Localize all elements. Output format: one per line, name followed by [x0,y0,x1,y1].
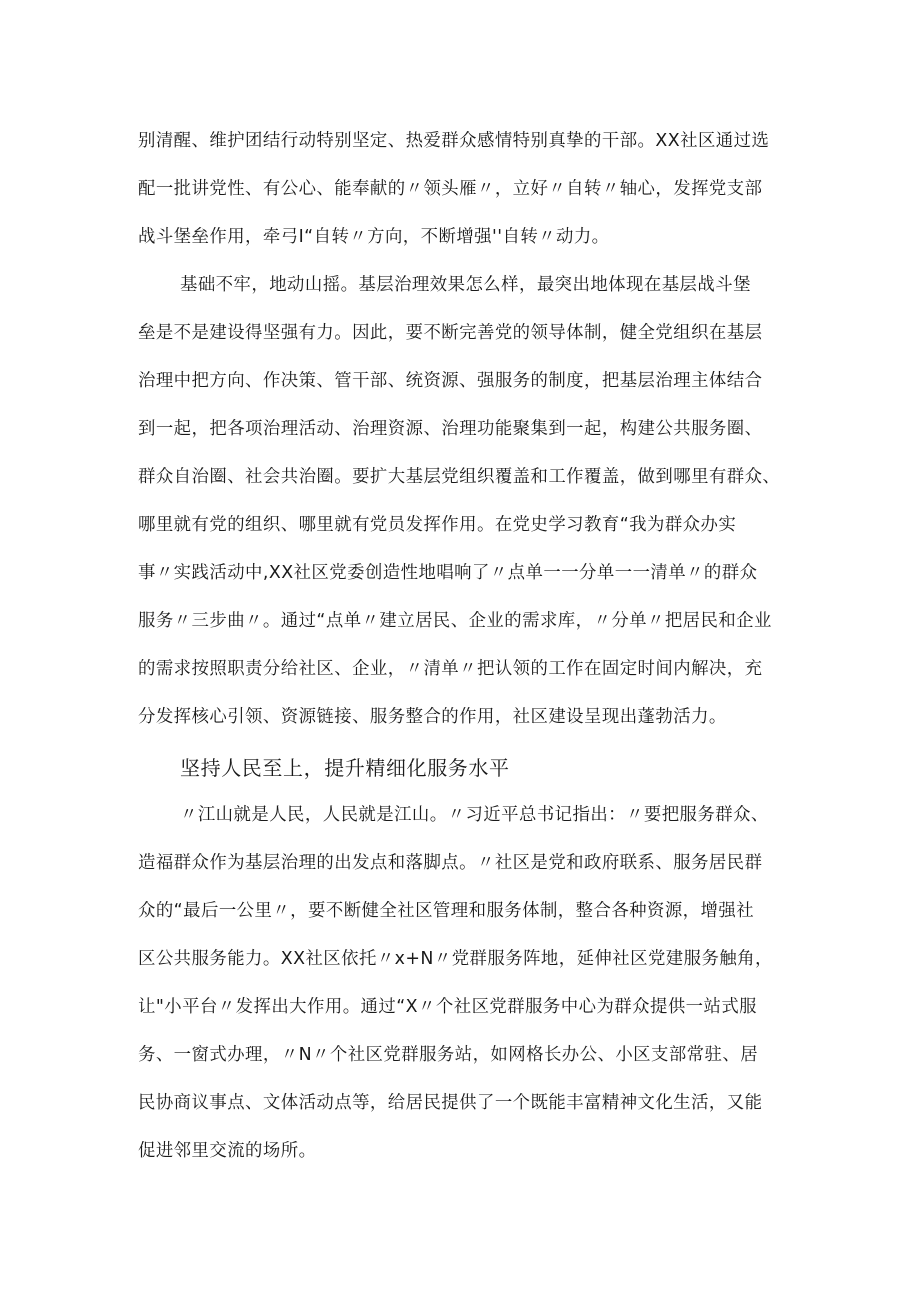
text-line: 区公共服务能力。XX社区依托〃x+N〃党群服务阵地，延伸社区党建服务触角， [138,949,773,969]
text-line: 哪里就有党的组织、哪里就有党员发挥作用。在党史学习教育“我为群众办实 [138,515,737,535]
section-heading: 坚持人民至上，提升精细化服务水平 [180,756,510,780]
text-line: 造福群众作为基层治理的出发点和落脚点。〃社区是党和政府联系、服务居民群 [138,853,763,873]
text-line: 配一批讲党性、有公心、能奉献的〃领头雁〃，立好〃自转〃轴心，发挥党支部 [138,179,763,199]
text-line: 服务〃三步曲〃。通过“点单〃建立居民、企业的需求库，〃分单〃把居民和企业 [138,611,772,631]
text-line: 到一起，把各项治理活动、治理资源、治理功能聚集到一起，构建公共服务圈、 [138,419,763,439]
text-line: 事〃实践活动中,XX社区党委创造性地唱响了〃点单一一分单一一清单〃的群众 [138,563,758,583]
text-line: 的需求按照职责分给社区、企业，〃清单〃把认领的工作在固定时间内解决，充 [138,659,763,679]
text-line: 分发挥核心引领、资源链接、服务整合的作用，社区建设呈现出蓬勃活力。 [138,707,727,727]
text-line: 民协商议事点、文体活动点等，给居民提供了一个既能丰富精神文化生活，又能 [138,1093,763,1113]
text-line: 促进邻里交流的场所。 [138,1141,317,1161]
text-line: 战斗堡垒作用，牵弓I“自转〃方向，不断增强''自转〃动力。 [138,227,610,247]
text-line: 基础不牢，地动山摇。基层治理效果怎么样，最突出地体现在基层战斗堡 [180,275,751,295]
text-line: 群众自治圈、社会共治圈。要扩大基层党组织覆盖和工作覆盖，做到哪里有群众、 [138,467,781,487]
text-line: 治理中把方向、作决策、管干部、统资源、强服务的制度，把基层治理主体结合 [138,371,763,391]
text-line: 别清醒、维护团结行动特别坚定、热爱群众感情特别真挚的干部。XX社区通过选 [138,131,770,151]
text-line: 〃江山就是人民，人民就是江山。〃习近平总书记指出：〃要把服务群众、 [180,805,769,825]
text-line: 让"小平台〃发挥出大作用。通过“X〃个社区党群服务中心为群众提供一站式服 [138,997,758,1017]
text-line: 众的“最后一公里〃，要不断健全社区管理和服务体制，整合各种资源，增强社 [138,901,755,921]
text-line: 垒是不是建设得坚强有力。因此，要不断完善党的领导体制，健全党组织在基层 [138,323,763,343]
text-line: 务、一窗式办理，〃N〃个社区党群服务站，如网格长办公、小区支部常驻、居 [138,1045,759,1065]
